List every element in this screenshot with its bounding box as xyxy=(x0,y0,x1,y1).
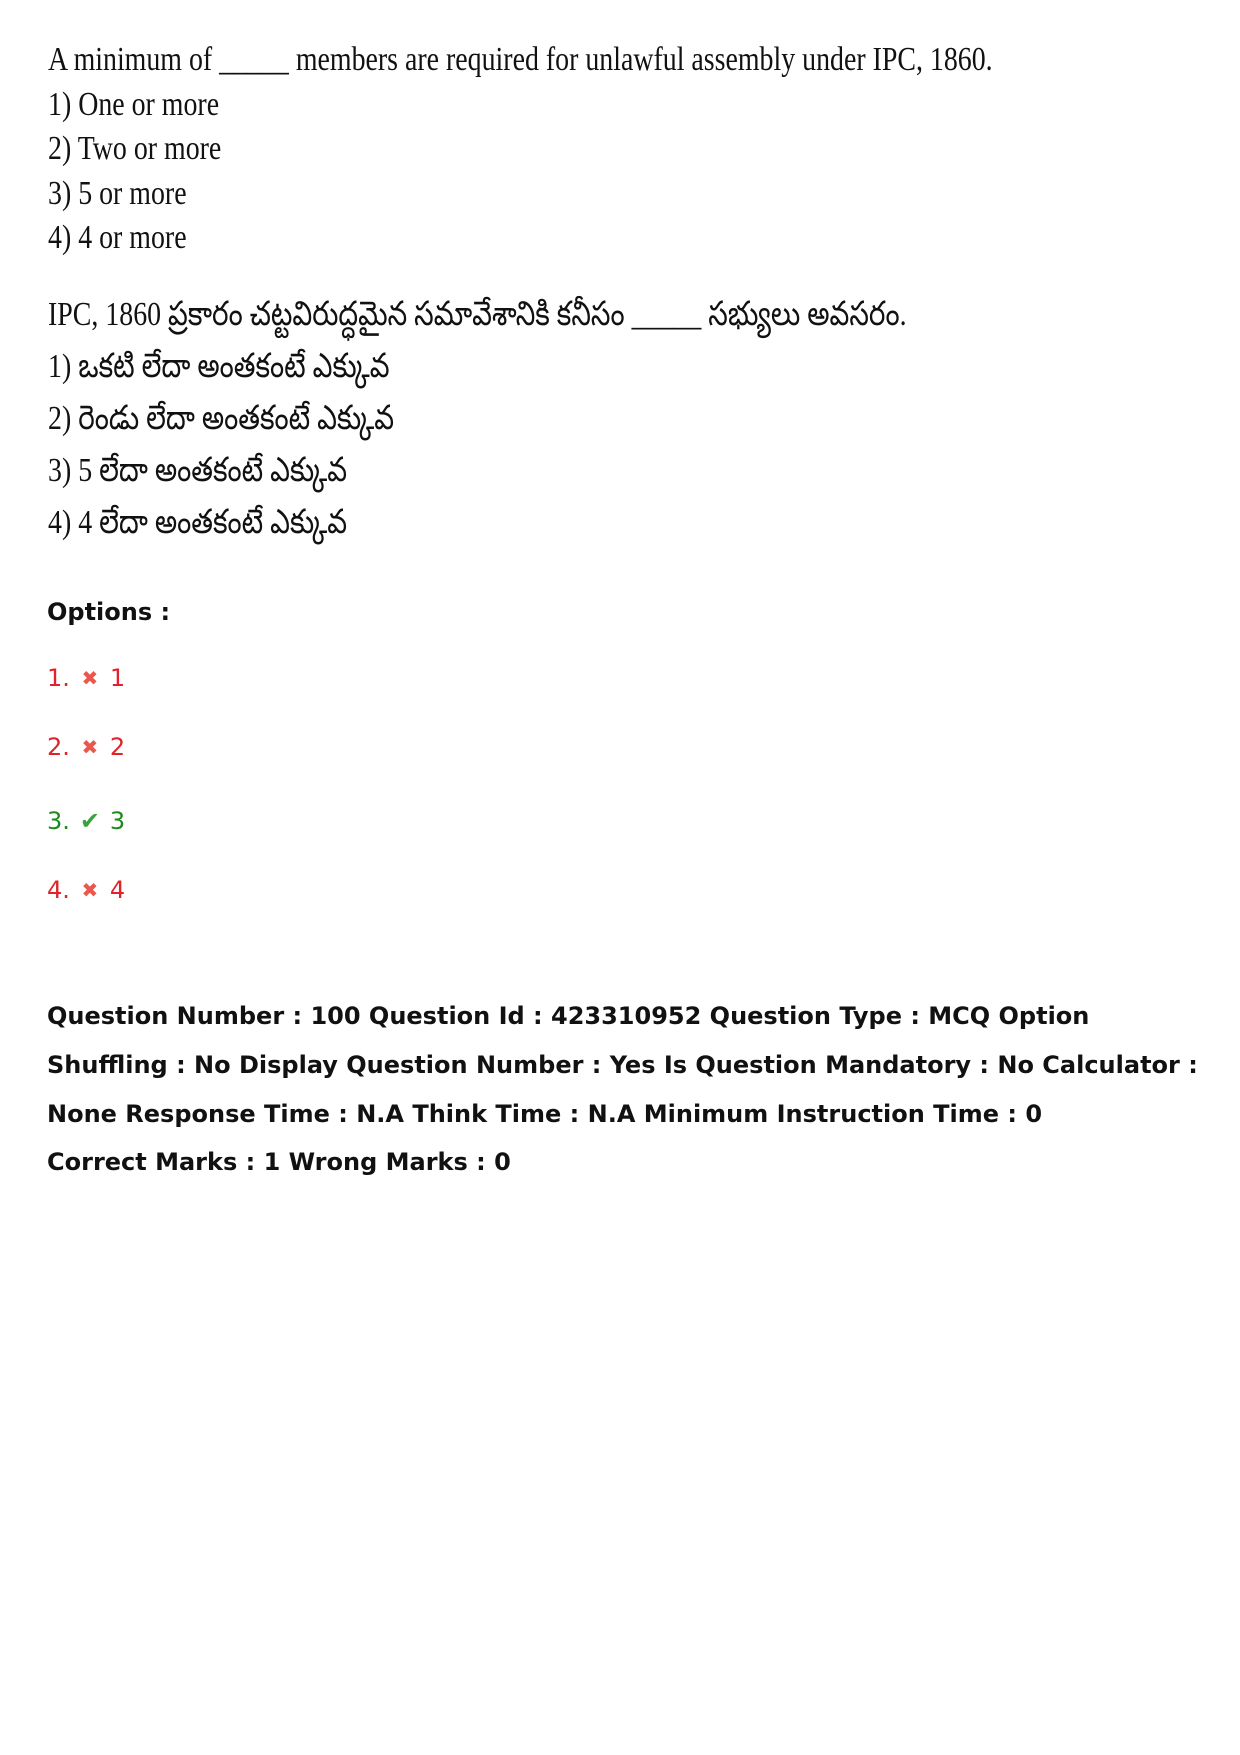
option-3 xyxy=(47,807,125,835)
option-value: 3 xyxy=(109,807,126,835)
option-1 xyxy=(47,664,125,692)
question-choice-english-4: 4) 4 or more xyxy=(48,219,187,256)
option-number: 1. xyxy=(47,664,70,692)
options-label: Options : xyxy=(47,598,171,626)
question-image xyxy=(48,38,993,549)
option-value: 4 xyxy=(109,876,126,904)
cross-icon: ✖ xyxy=(81,878,99,902)
question-choice-telugu-1: 1) ఒకటి లేదా అంతకంటే ఎక్కువ xyxy=(48,347,390,385)
cross-icon: ✖ xyxy=(81,735,99,759)
check-icon: ✔ xyxy=(79,807,100,835)
marks-info: Correct Marks : 1 Wrong Marks : 0 xyxy=(47,1148,511,1176)
question-metadata: Question Number : 100 Question Id : 423310952 Question Type : MCQ Option Shuffling : No Display Question Number : Yes Is Question Mandatory : No Calculator : None Response Time : N.A Think Time : N.A Minimum Instruction Time : 0 xyxy=(47,1002,1198,1128)
question-choice-english-3: 3) 5 or more xyxy=(48,174,187,212)
option-number: 3. xyxy=(47,807,70,835)
question-choice-telugu-4: 4) 4 లేదా అంతకంటే ఎక్కువ xyxy=(48,503,348,541)
question-choice-english-2: 2) Two or more xyxy=(48,130,222,167)
question-stem-telugu: IPC, 1860 ప్రకారం చట్టవిరుద్ధమైన సమావేశానికి కనీసం _____ సభ్యులు అవసరం. xyxy=(48,295,907,333)
spacer xyxy=(48,261,948,289)
option-2 xyxy=(47,733,125,761)
option-number: 4. xyxy=(47,876,70,904)
cross-icon: ✖ xyxy=(81,666,99,690)
option-value: 1 xyxy=(109,664,126,692)
question-stem-english: A minimum of _____ members are required for unlawful assembly under IPC, 1860. xyxy=(48,41,993,78)
option-value: 2 xyxy=(109,733,126,761)
question-choice-telugu-3: 3) 5 లేదా అంతకంటే ఎక్కువ xyxy=(48,451,348,489)
option-number: 2. xyxy=(47,733,70,761)
option-4 xyxy=(47,876,125,904)
question-choice-english-1: 1) One or more xyxy=(48,85,220,123)
question-choice-telugu-2: 2) రెండు లేదా అంతకంటే ఎక్కువ xyxy=(48,399,395,437)
